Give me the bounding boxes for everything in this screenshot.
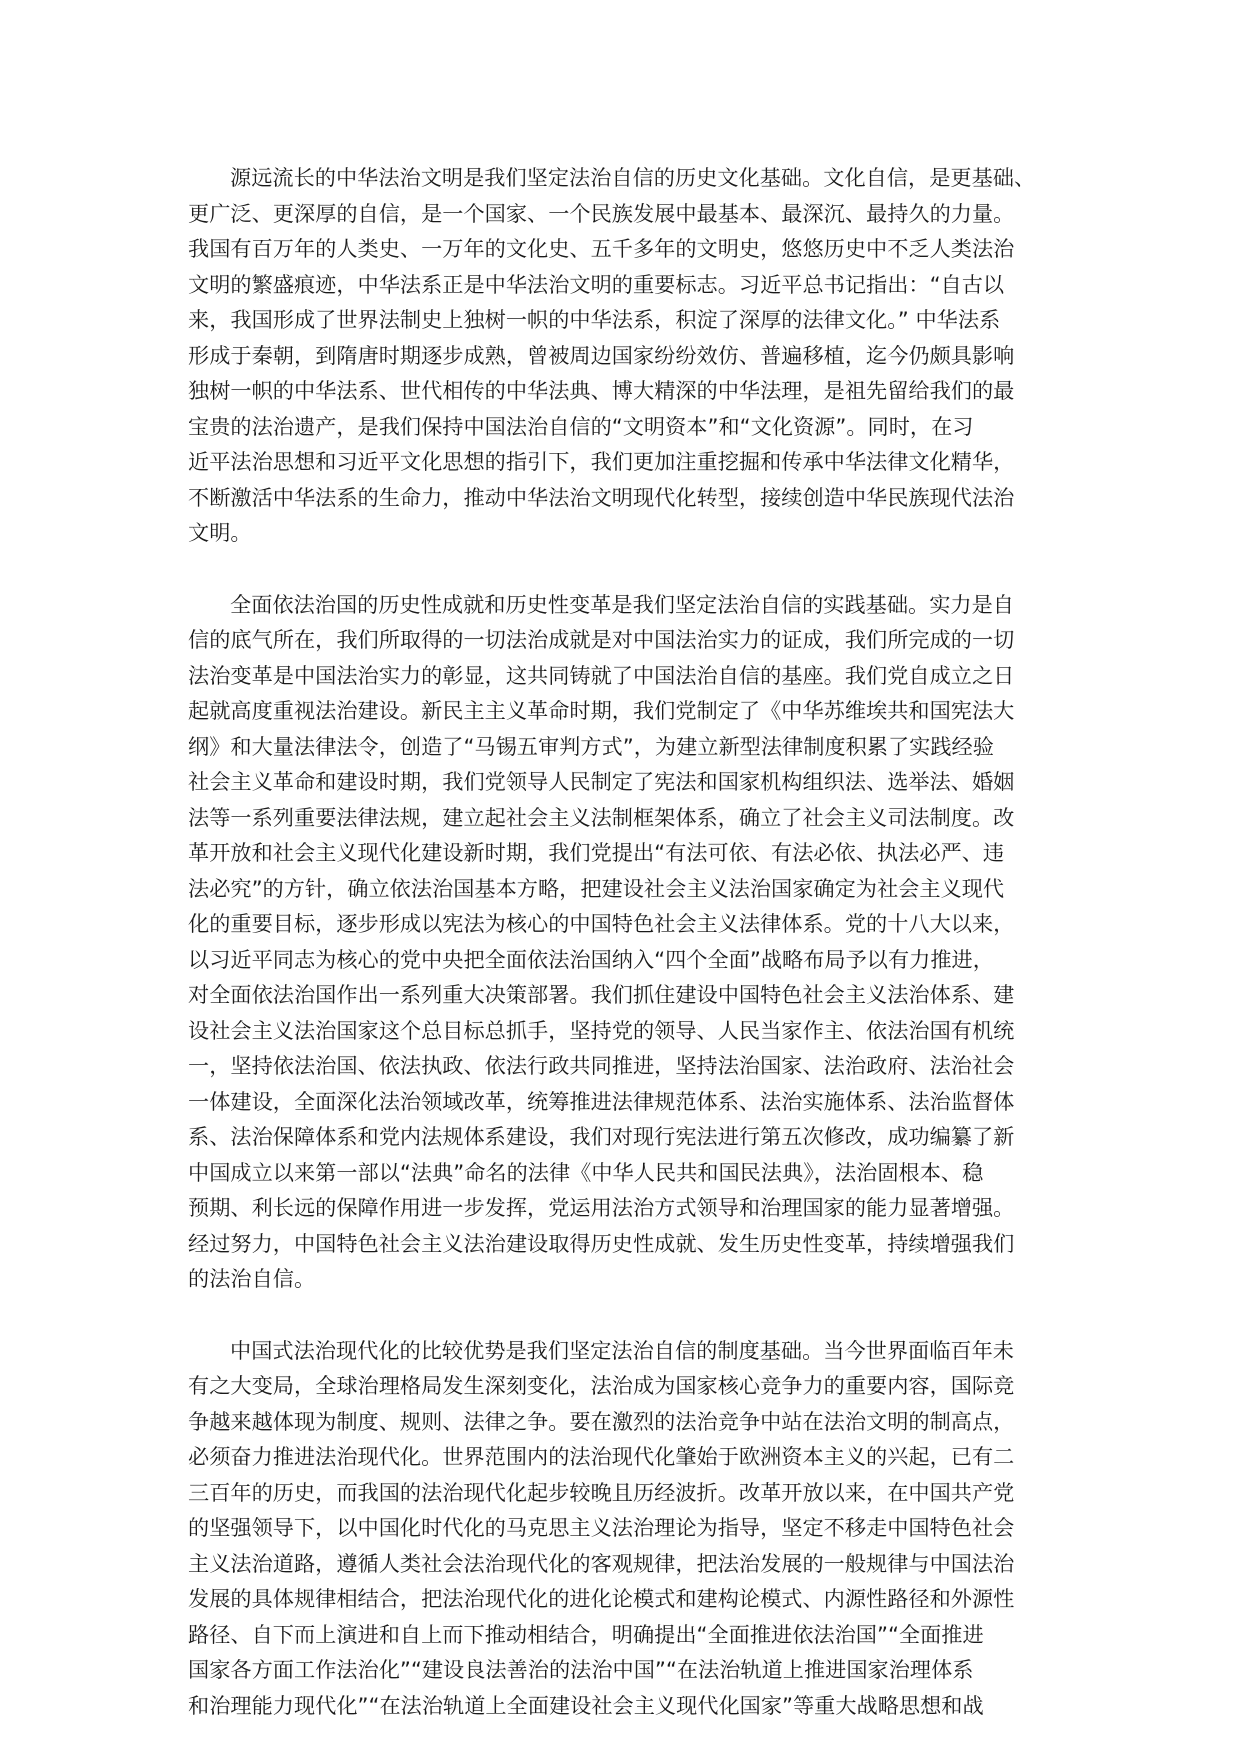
- paragraph-line: 必须奋力推进法治现代化。世界范围内的法治现代化肇始于欧洲资本主义的兴起，已有二: [188, 1444, 1015, 1469]
- paragraph-line: 对全面依法治国作出一系列重大决策部署。我们抓住建设中国特色社会主义法治体系、建: [188, 982, 1015, 1007]
- document-body: [188, 160, 1050, 1759]
- paragraph-line: 文明。: [188, 520, 252, 545]
- paragraph-line: 国家各方面工作法治化”“建设良法善治的法治中国”“在法治轨道上推进国家治理体系: [188, 1657, 974, 1682]
- paragraph-line: 法治变革是中国法治实力的彰显，这共同铸就了中国法治自信的基座。我们党自成立之日: [188, 662, 1015, 688]
- paragraph-line: 源远流长的中华法治文明是我们坚定法治自信的历史文化基础。文化自信，是更基础、: [230, 165, 1036, 190]
- paragraph-line: 争越来越体现为制度、规则、法律之争。要在激烈的法治竞争中站在法治文明的制高点，: [188, 1408, 1015, 1434]
- paragraph-line: 近平法治思想和习近平文化思想的指引下，我们更加注重挖掘和传承中华法律文化精华，: [188, 449, 1015, 474]
- paragraph-line: 中国成立以来第一部以“法典”命名的法律《中华人民共和国民法典》，法治固根本、稳: [188, 1159, 984, 1185]
- paragraph-line: 法必究”的方针，确立依法治国基本方略，把建设社会主义法治国家确定为社会主义现代: [188, 875, 1005, 901]
- paragraph-line: 主义法治道路，遵循人类社会法治现代化的客观规律，把法治发展的一般规律与中国法治: [188, 1550, 1015, 1576]
- paragraph-line: 中国式法治现代化的比较优势是我们坚定法治自信的制度基础。当今世界面临百年未: [230, 1337, 1014, 1363]
- paragraph-line: 社会主义革命和建设时期，我们党领导人民制定了宪法和国家机构组织法、选举法、婚姻: [188, 769, 1015, 794]
- paragraph: [188, 587, 1050, 1297]
- paragraph-line: 的坚强领导下，以中国化时代化的马克思主义法治理论为指导，坚定不移走中国特色社会: [188, 1515, 1015, 1540]
- paragraph-line: 系、法治保障体系和党内法规体系建设，我们对现行宪法进行第五次修改，成功编纂了新: [188, 1124, 1015, 1149]
- paragraph-line: 纲》和大量法律法令，创造了“马锡五审判方式”，为建立新型法律制度积累了实践经验: [188, 733, 994, 759]
- paragraph-line: 全面依法治国的历史性成就和历史性变革是我们坚定法治自信的实践基础。实力是自: [230, 591, 1014, 617]
- paragraph-line: 化的重要目标，逐步形成以宪法为核心的中国特色社会主义法律体系。党的十八大以来，: [188, 911, 1015, 936]
- paragraph-line: 宝贵的法治遗产，是我们保持中国法治自信的“文明资本”和“文化资源”。同时，在习: [188, 413, 974, 439]
- paragraph-line: 不断激活中华法系的生命力，推动中华法治文明现代化转型，接续创造中华民族现代法治: [188, 484, 1015, 510]
- paragraph-line: 一体建设，全面深化法治领域改革，统筹推进法律规范体系、法治实施体系、法治监督体: [188, 1088, 1015, 1114]
- paragraph-line: 路径、自下而上演进和自上而下推动相结合，明确提出“全面推进依法治国”“全面推进: [188, 1621, 984, 1647]
- paragraph-line: 信的底气所在，我们所取得的一切法治成就是对中国法治实力的证成，我们所完成的一切: [188, 627, 1015, 652]
- paragraph: [188, 160, 1050, 551]
- paragraph-line: 起就高度重视法治建设。新民主主义革命时期，我们党制定了《中华苏维埃共和国宪法大: [188, 698, 1015, 723]
- paragraph-line: 有之大变局，全球治理格局发生深刻变化，法治成为国家核心竞争力的重要内容，国际竞: [188, 1373, 1015, 1398]
- paragraph-line: 经过努力，中国特色社会主义法治建设取得历史性成就、发生历史性变革，持续增强我们: [188, 1230, 1015, 1256]
- paragraph-line: 法等一系列重要法律法规，建立起社会主义法制框架体系，确立了社会主义司法制度。改: [188, 804, 1015, 830]
- paragraph-line: 预期、利长远的保障作用进一步发挥，党运用法治方式领导和治理国家的能力显著增强。: [188, 1195, 1015, 1220]
- paragraph-line: 独树一帜的中华法系、世代相传的中华法典、博大精深的中华法理，是祖先留给我们的最: [188, 378, 1015, 403]
- paragraph-line: 以习近平同志为核心的党中央把全面依法治国纳入“四个全面”战略布局予以有力推进，: [188, 946, 994, 972]
- paragraph-line: 更广泛、更深厚的自信，是一个国家、一个民族发展中最基本、最深沉、最持久的力量。: [188, 200, 1015, 226]
- paragraph-line: 和治理能力现代化”“在法治轨道上全面建设社会主义现代化国家”等重大战略思想和战: [188, 1692, 984, 1718]
- paragraph-line: 革开放和社会主义现代化建设新时期，我们党提出“有法可依、有法必依、执法必严、违: [188, 840, 1005, 865]
- paragraph-line: 来，我国形成了世界法制史上独树一帜的中华法系，积淀了深厚的法律文化。” 中华法系: [188, 307, 1001, 332]
- paragraph-line: 文明的繁盛痕迹，中华法系正是中华法治文明的重要标志。习近平总书记指出：“自古以: [188, 271, 1005, 297]
- paragraph-line: 的法治自信。: [188, 1266, 316, 1291]
- paragraph-line: 我国有百万年的人类史、一万年的文化史、五千多年的文明史，悠悠历史中不乏人类法治: [188, 236, 1015, 261]
- paragraph-line: 设社会主义法治国家这个总目标总抓手，坚持党的领导、人民当家作主、依法治国有机统: [188, 1017, 1015, 1043]
- paragraph-line: 发展的具体规律相结合，把法治现代化的进化论模式和建构论模式、内源性路径和外源性: [188, 1586, 1015, 1611]
- paragraph: [188, 1333, 1050, 1724]
- paragraph-line: 一，坚持依法治国、依法执政、依法行政共同推进，坚持法治国家、法治政府、法治社会: [188, 1053, 1015, 1078]
- paragraph-line: 三百年的历史，而我国的法治现代化起步较晚且历经波折。改革开放以来，在中国共产党: [188, 1479, 1015, 1505]
- paragraph-line: 形成于秦朝，到隋唐时期逐步成熟，曾被周边国家纷纷效仿、普遍移植，迄今仍颇具影响: [188, 342, 1015, 368]
